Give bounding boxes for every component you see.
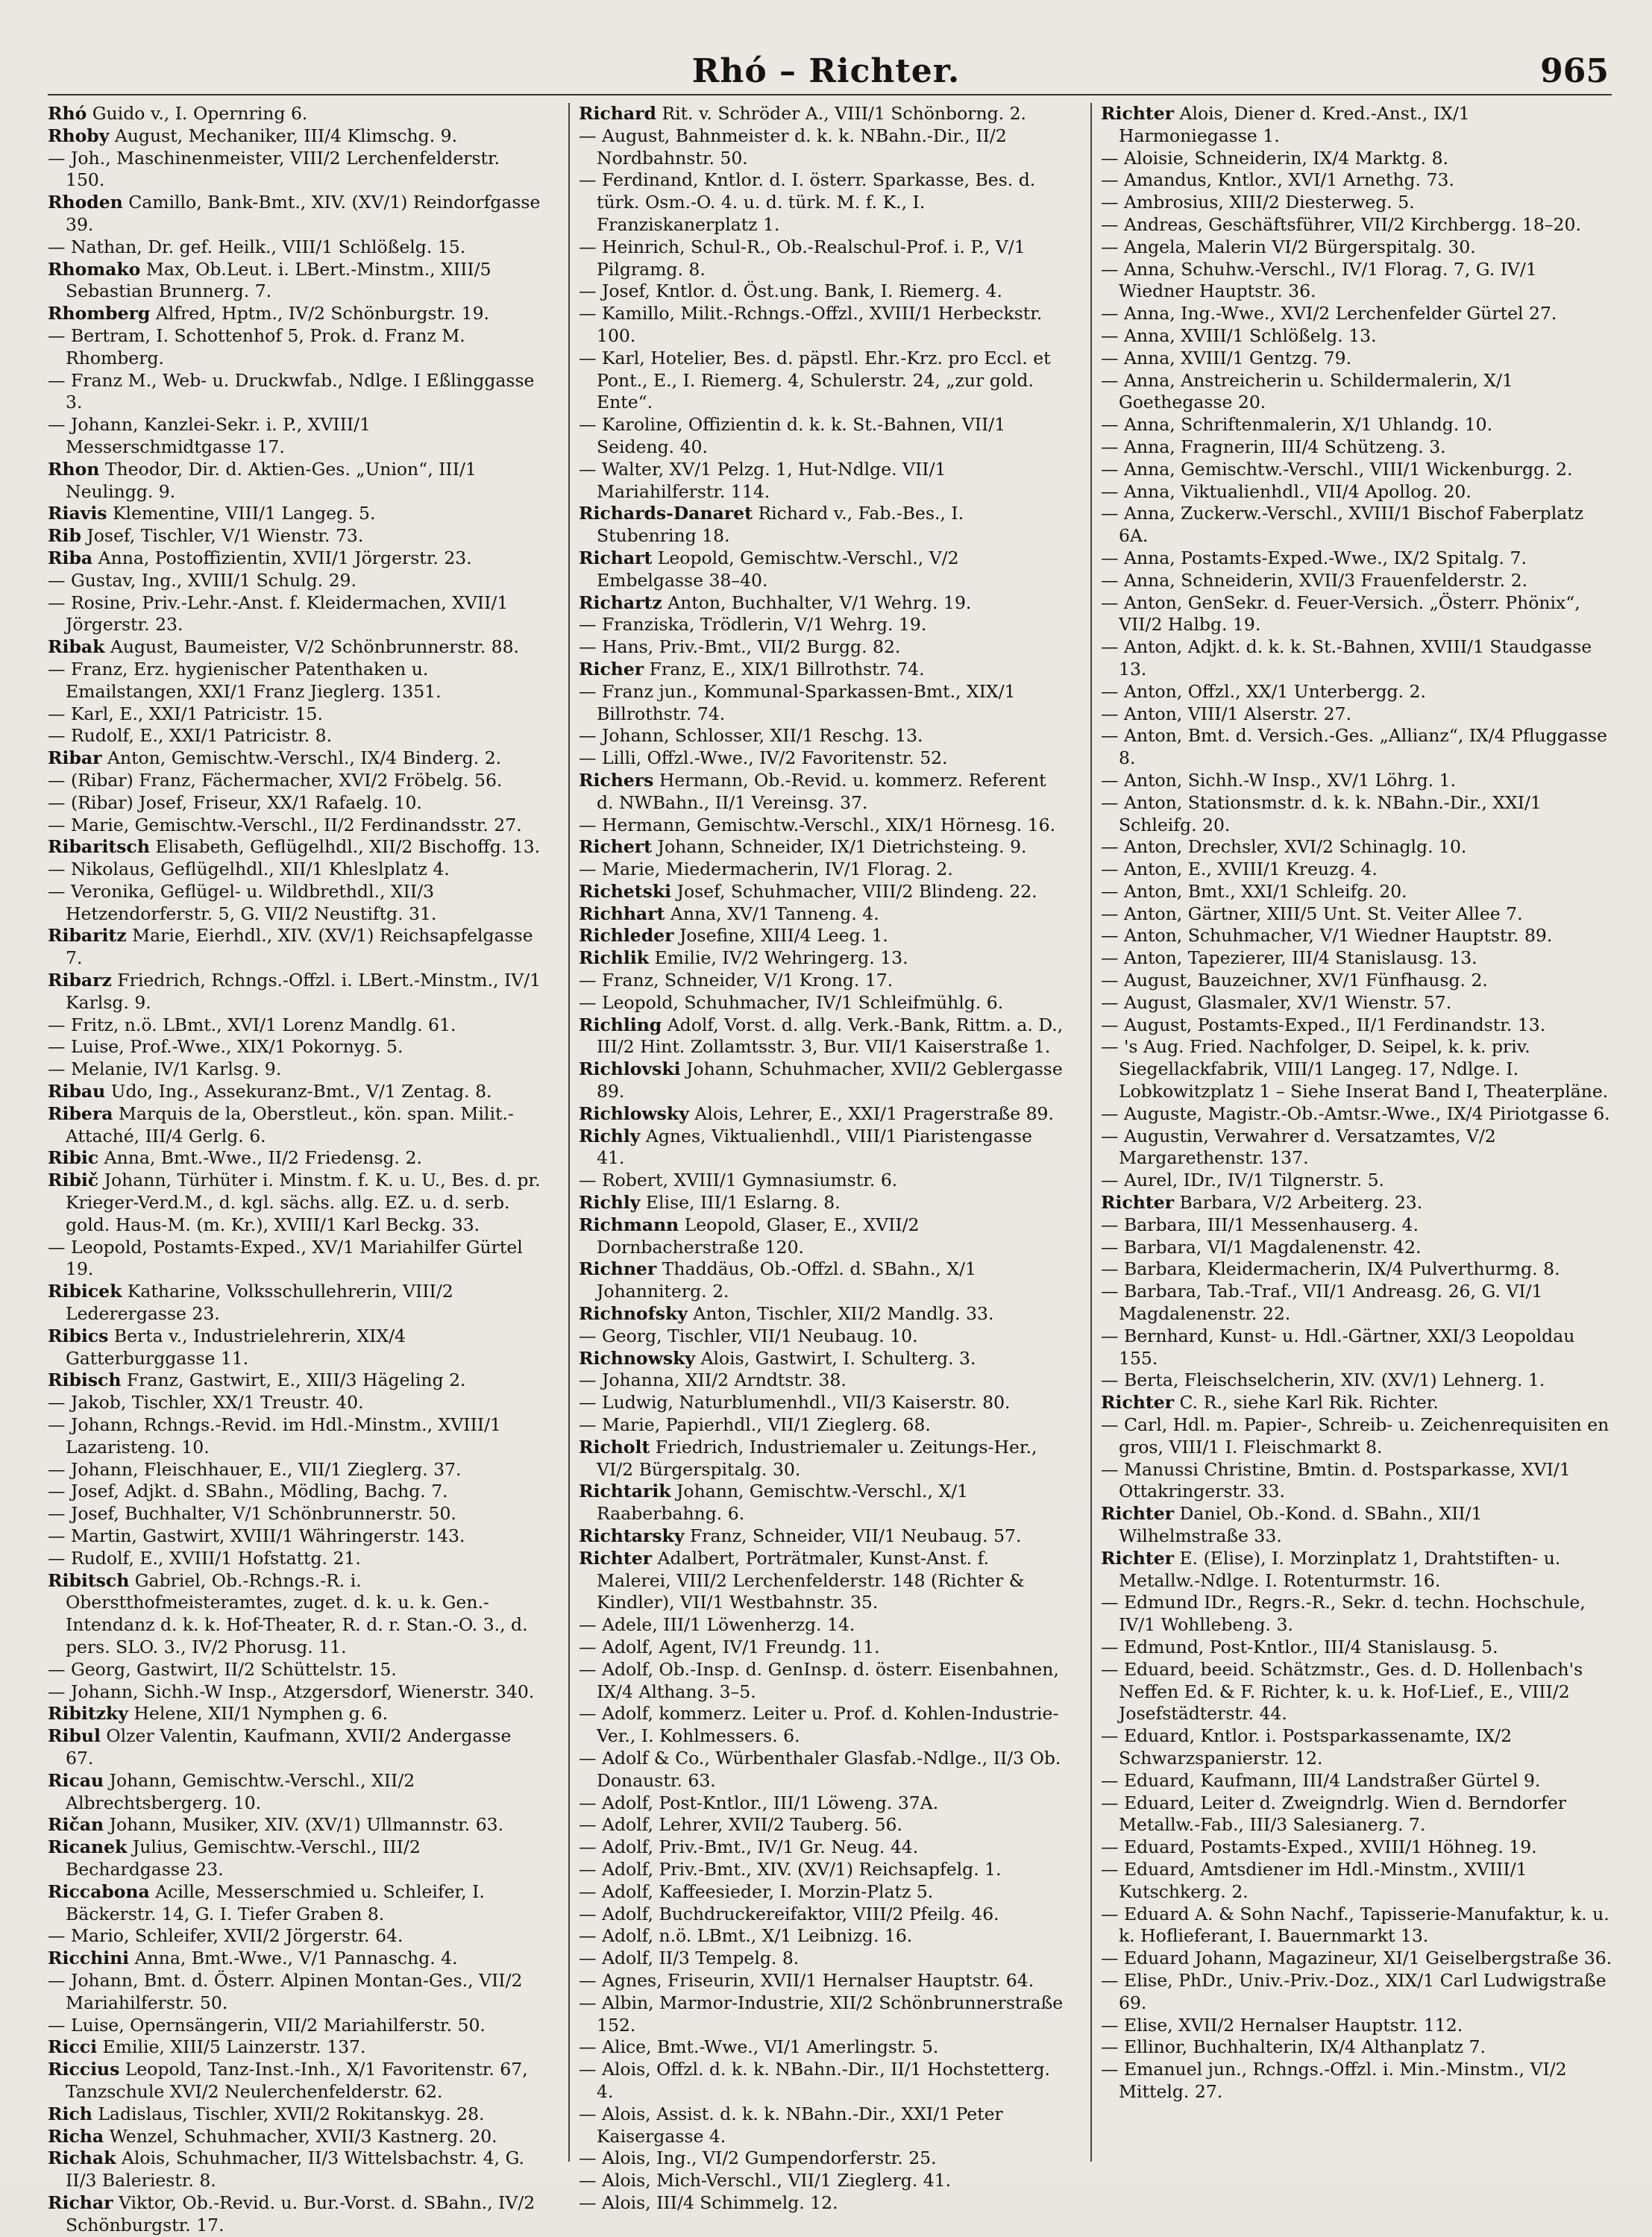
- directory-entry: — Alois, Assist. d. k. k. NBahn.-Dir., XXI/1 Peter Kaisergasse 4.: [579, 2103, 1003, 2147]
- directory-entry: — Barbara, Kleidermacherin, IX/4 Pulverthurmg. 8.: [1101, 1258, 1560, 1280]
- directory-entry: — Jakob, Tischler, XX/1 Treustr. 40.: [48, 1392, 364, 1414]
- header-rule: [48, 94, 1612, 95]
- directory-entry: — Aloisie, Schneiderin, IX/4 Marktg. 8.: [1101, 147, 1449, 169]
- directory-entry: Rhomberg Alfred, Hptm., IV/2 Schönburgstr. 19.: [48, 303, 490, 324]
- directory-entry: — August, Postamts-Exped., II/1 Ferdinandstr. 13.: [1101, 1014, 1546, 1035]
- directory-entry: Richolt Friedrich, Industriemaler u. Zeitungs-Her., VI/2 Bürgerspitalg. 30.: [579, 1436, 1037, 1480]
- directory-entry: — Mario, Schleifer, XVII/2 Jörgerstr. 64.: [48, 1925, 403, 1947]
- directory-entry: — Albin, Marmor-Industrie, XII/2 Schönbrunnerstraße 152.: [579, 1992, 1064, 2036]
- directory-entry: — Kamillo, Milit.-Rchngs.-Offzl., XVIII/1 Herbeckstr. 100.: [579, 303, 1043, 346]
- directory-entry: — Franz, Schneider, V/1 Krong. 17.: [579, 970, 893, 991]
- directory-entry: — Aurel, IDr., IV/1 Tilgnerstr. 5.: [1101, 1170, 1384, 1191]
- directory-entry: — Georg, Tischler, VII/1 Neubaug. 10.: [579, 1325, 918, 1346]
- directory-entry: — Anna, Zuckerw.-Verschl., XVIII/1 Bischof Faberplatz 6A.: [1101, 503, 1584, 547]
- directory-entry: — Anna, XVIII/1 Schlößelg. 13.: [1101, 324, 1377, 346]
- directory-entry: — Anna, Schneiderin, XVII/3 Frauenfelderstr. 2.: [1101, 569, 1528, 591]
- directory-entry: Richleder Josefine, XIII/4 Leeg. 1.: [579, 925, 888, 947]
- directory-entry: — Franz M., Web- u. Druckwfab., Ndlge. I Eßlinggasse 3.: [48, 369, 535, 413]
- directory-entry: — Melanie, IV/1 Karlsg. 9.: [48, 1058, 282, 1080]
- directory-entry: — Anton, GenSekr. d. Feuer-Versich. „Österr. Phönix“, VII/2 Halbg. 19.: [1101, 592, 1580, 636]
- directory-entry: Riccius Leopold, Tanz-Inst.-Inh., X/1 Favoritenstr. 67, Tanzschule XVI/2 Neulerchenfelderstr. 62.: [48, 2059, 528, 2102]
- directory-entry: Rib Josef, Tischler, V/1 Wienstr. 73.: [48, 525, 364, 547]
- directory-entry: Rhó Guido v., I. Opernring 6.: [48, 103, 308, 124]
- directory-entry: — Georg, Gastwirt, II/2 Schüttelstr. 15.: [48, 1658, 397, 1680]
- directory-entry: Rhoby August, Mechaniker, III/4 Klimschg. 9.: [48, 125, 458, 146]
- directory-entry: — Ellinor, Buchhalterin, IX/4 Althanplatz 7.: [1101, 2036, 1486, 2058]
- directory-entry: — Ferdinand, Kntlor. d. I. österr. Sparkasse, Bes. d. türk. Osm.-O. 4. u. d. türk. M. f. K., I. Franziskanerplatz 1.: [579, 169, 1036, 235]
- directory-entry: Rhoden Camillo, Bank-Bmt., XIV. (XV/1) Reindorfgasse 39.: [48, 192, 541, 235]
- directory-entry: — Adolf, Kaffeesieder, I. Morzin-Platz 5.: [579, 1880, 934, 1902]
- directory-entry: — Adolf & Co., Würbenthaler Glasfab.-Ndlge., II/3 Ob. Donaustr. 63.: [579, 1747, 1061, 1791]
- directory-entry: — Adolf, Priv.-Bmt., IV/1 Gr. Neug. 44.: [579, 1836, 919, 1858]
- directory-entry: — Anton, Adjkt. d. k. k. St.-Bahnen, XVIII/1 Staudgasse 13.: [1101, 636, 1592, 680]
- directory-entry: — Robert, XVIII/1 Gymnasiumstr. 6.: [579, 1170, 898, 1191]
- directory-entry: Richlowsky Alois, Lehrer, E., XXI/1 Pragerstraße 89.: [579, 1102, 1054, 1124]
- directory-entry: — Carl, Hdl. m. Papier-, Schreib- u. Zeichenrequisiten en gros, VIII/1 I. Fleischmarkt 8.: [1101, 1414, 1609, 1458]
- directory-entry: — Barbara, VI/1 Magdalenenstr. 42.: [1101, 1236, 1422, 1258]
- directory-entry: Rhon Theodor, Dir. d. Aktien-Ges. „Union“, III/1 Neulingg. 9.: [48, 458, 477, 502]
- directory-entry: — Marie, Miedermacherin, IV/1 Florag. 2.: [579, 859, 953, 880]
- directory-entry: Richter C. R., siehe Karl Rik. Richter.: [1101, 1392, 1439, 1414]
- directory-entry: — Franz, Erz. hygienischer Patenthaken u. Emailstangen, XXI/1 Franz Jieglerg. 1351.: [48, 658, 442, 702]
- directory-entry: — Hermann, Gemischtw.-Verschl., XIX/1 Hörnesg. 16.: [579, 814, 1056, 835]
- directory-entry: — Johann, Sichh.-W Insp., Atzgersdorf, Wienerstr. 340.: [48, 1681, 535, 1702]
- directory-entry: Riba Anna, Postoffizientin, XVII/1 Jörgerstr. 23.: [48, 547, 472, 568]
- directory-entry: Richnowsky Alois, Gastwirt, I. Schulterg. 3.: [579, 1347, 976, 1369]
- directory-entry: Ribul Olzer Valentin, Kaufmann, XVII/2 Andergasse 67.: [48, 1725, 512, 1769]
- directory-entry: — Heinrich, Schul-R., Ob.-Realschul-Prof. i. P., V/1 Pilgramg. 8.: [579, 236, 1026, 280]
- directory-entry: — Anton, Sichh.-W Insp., XV/1 Löhrg. 1.: [1101, 769, 1457, 791]
- page-number: 965: [1540, 52, 1609, 90]
- directory-entry: — Johann, Rchngs.-Revid. im Hdl.-Minstm., XVIII/1 Lazaristeng. 10.: [48, 1414, 501, 1458]
- directory-entry: — Leopold, Schuhmacher, IV/1 Schleifmühlg. 6.: [579, 991, 1004, 1013]
- directory-entry: — Edmund, Post-Kntlor., III/4 Stanislausg. 5.: [1101, 1636, 1498, 1657]
- directory-entry: — Josef, Kntlor. d. Öst.ung. Bank, I. Riemerg. 4.: [579, 280, 1002, 302]
- directory-entry: — 's Aug. Fried. Nachfolger, D. Seipel, k. k. priv. Siegellackfabrik, VIII/1 Langeg. 17, Ndlge. I. Lobkowitzplatz 1 – Siehe Inserat Band I, Theaterpläne.: [1101, 1036, 1609, 1102]
- directory-entry: — Eduard, Leiter d. Zweigndrlg. Wien d. Berndorfer Metallw.-Fab., III/3 Salesianerg. 7.: [1101, 1792, 1566, 1836]
- directory-entry: Richar Viktor, Ob.-Revid. u. Bur.-Vorst. d. SBahn., IV/2 Schönburgstr. 17.: [48, 2191, 536, 2236]
- directory-entry: — Anton, Drechsler, XVI/2 Schinaglg. 10.: [1101, 836, 1467, 858]
- directory-entry: — Barbara, III/1 Messenhauserg. 4.: [1101, 1214, 1419, 1235]
- directory-entry: — Nikolaus, Geflügelhdl., XII/1 Khleslplatz 4.: [48, 859, 450, 880]
- directory-entry: — (Ribar) Franz, Fächermacher, XVI/2 Fröbelg. 56.: [48, 769, 503, 791]
- directory-entry: Richly Agnes, Viktualienhdl., VIII/1 Piaristengasse 41.: [579, 1125, 1032, 1169]
- directory-entry: Ribak August, Baumeister, V/2 Schönbrunnerstr. 88.: [48, 636, 520, 658]
- directory-entry: Richter E. (Elise), I. Morzinplatz 1, Drahtstiften- u. Metallw.-Ndlge. I. Rotenturmstr. 16.: [1101, 1547, 1561, 1591]
- directory-entry: — Anna, Postamts-Exped.-Wwe., IX/2 Spitalg. 7.: [1101, 547, 1527, 568]
- directory-entry: — Anna, Anstreicherin u. Schildermalerin, X/1 Goethegasse 20.: [1101, 369, 1513, 413]
- directory-entry: — Karl, E., XXI/1 Patricistr. 15.: [48, 703, 323, 724]
- directory-entry: — Eduard, Postamts-Exped., XVIII/1 Höhneg. 19.: [1101, 1836, 1537, 1858]
- directory-entry: — Anton, Gärtner, XIII/5 Unt. St. Veiter Allee 7.: [1101, 903, 1523, 924]
- directory-entry: — Franziska, Trödlerin, V/1 Wehrg. 19.: [579, 614, 927, 636]
- directory-entry: — Luise, Prof.-Wwe., XIX/1 Pokornyg. 5.: [48, 1036, 403, 1058]
- directory-entry: Richa Wenzel, Schuhmacher, XVII/3 Kastnerg. 20.: [48, 2125, 497, 2147]
- directory-entry: — Karoline, Offizientin d. k. k. St.-Bahnen, VII/1 Seideng. 40.: [579, 414, 1006, 457]
- directory-entry: Ribar Anton, Gemischtw.-Verschl., IX/4 Binderg. 2.: [48, 747, 502, 769]
- directory-entry: Richards-Danaret Richard v., Fab.-Bes., I. Stubenring 18.: [579, 503, 964, 547]
- directory-entry: — Amandus, Kntlor., XVI/1 Arnethg. 73.: [1101, 169, 1454, 191]
- directory-entry: Rhomako Max, Ob.Leut. i. LBert.-Minstm., XIII/5 Sebastian Brunnerg. 7.: [48, 258, 491, 302]
- directory-entry: Richart Leopold, Gemischtw.-Verschl., V/2 Embelgasse 38–40.: [579, 547, 959, 591]
- directory-entry: — Eduard, Amtsdiener im Hdl.-Minstm., XVIII/1 Kutschkerg. 2.: [1101, 1858, 1527, 1902]
- directory-entry: Ričan Johann, Musiker, XIV. (XV/1) Ullmannstr. 63.: [48, 1814, 504, 1836]
- directory-entry: — Adele, III/1 Löwenherzg. 14.: [579, 1614, 855, 1636]
- directory-entry: — Adolf, Ob.-Insp. d. GenInsp. d. österr. Eisenbahnen, IX/4 Althang. 3–5.: [579, 1658, 1059, 1702]
- directory-entry: — Manussi Christine, Bmtin. d. Postsparkasse, XVI/1 Ottakringerstr. 33.: [1101, 1458, 1571, 1502]
- directory-entry: Ricci Emilie, XIII/5 Lainzerstr. 137.: [48, 2036, 366, 2058]
- directory-entry: — Johann, Fleischhauer, E., VII/1 Zieglerg. 37.: [48, 1458, 462, 1480]
- directory-entry: — Martin, Gastwirt, XVIII/1 Währingerstr. 143.: [48, 1525, 465, 1546]
- directory-entry: — Anton, Offzl., XX/1 Unterbergg. 2.: [1101, 680, 1426, 702]
- directory-entry: — Anna, Schuhw.-Verschl., IV/1 Florag. 7, G. IV/1 Wiedner Hauptstr. 36.: [1101, 258, 1537, 302]
- directory-entry: Richnofsky Anton, Tischler, XII/2 Mandlg. 33.: [579, 1303, 994, 1325]
- page-title: Rhó – Richter.: [691, 52, 961, 90]
- directory-entry: Richhart Anna, XV/1 Tanneng. 4.: [579, 903, 879, 924]
- directory-entry: — Bertram, I. Schottenhof 5, Prok. d. Franz M. Rhomberg.: [48, 324, 465, 368]
- directory-entry: — Eduard, Kntlor. i. Postsparkassenamte, IX/2 Schwarzspanierstr. 12.: [1101, 1725, 1513, 1769]
- directory-entry: — Gustav, Ing., XVIII/1 Schulg. 29.: [48, 569, 357, 591]
- directory-entry: — Anton, VIII/1 Alserstr. 27.: [1101, 703, 1352, 724]
- directory-entry: Ricanek Julius, Gemischtw.-Verschl., III/2 Bechardgasse 23.: [48, 1836, 421, 1880]
- directory-entry: Richter Adalbert, Porträtmaler, Kunst-Anst. f. Malerei, VIII/2 Lerchenfelderstr. 148 (Richter & Kindler), VII/1 Westbahnstr. 35.: [579, 1547, 1025, 1613]
- directory-entry: Ricau Johann, Gemischtw.-Verschl., XII/2 Albrechtsbergerg. 10.: [48, 1769, 415, 1813]
- directory-entry: Riccabona Acille, Messerschmied u. Schleifer, I. Bäckerstr. 14, G. I. Tiefer Graben 8.: [48, 1880, 485, 1924]
- directory-entry: — Adolf, II/3 Tempelg. 8.: [579, 1948, 800, 1969]
- directory-entry: — Anton, Tapezierer, III/4 Stanislausg. 13.: [1101, 947, 1477, 969]
- directory-entry: Ribič Johann, Türhüter i. Minstm. f. K. u. U., Bes. d. pr. Krieger-Verd.M., d. kgl. sächs. allg. EZ. u. d. serb. gold. Haus-M. (m. Kr.), XVIII/1 Karl Beckg. 33.: [48, 1170, 541, 1235]
- directory-entry: — Rudolf, E., XVIII/1 Hofstattg. 21.: [48, 1547, 361, 1569]
- directory-entry: — Adolf, Priv.-Bmt., XIV. (XV/1) Reichsapfelg. 1.: [579, 1858, 1002, 1880]
- column-3: [1090, 103, 1613, 2162]
- directory-entry: — Leopold, Postamts-Exped., XV/1 Mariahilfer Gürtel 19.: [48, 1236, 523, 1280]
- directory-entry: — Karl, Hotelier, Bes. d. päpstl. Ehr.-Krz. pro Eccl. et Pont., E., I. Riemerg. 4, Schulerstr. 24, „zur gold. Ente“.: [579, 347, 1051, 413]
- directory-entry: — Marie, Papierhdl., VII/1 Zieglerg. 68.: [579, 1414, 931, 1436]
- directory-entry: Richers Hermann, Ob.-Revid. u. kommerz. Referent d. NWBahn., II/1 Vereinsg. 37.: [579, 769, 1046, 813]
- directory-entry: — Nathan, Dr. gef. Heilk., VIII/1 Schlößelg. 15.: [48, 236, 466, 257]
- directory-entry: — Edmund IDr., Regrs.-R., Sekr. d. techn. Hochschule, IV/1 Wohllebeng. 3.: [1101, 1592, 1586, 1636]
- directory-entry: Ribisch Franz, Gastwirt, E., XIII/3 Hägeling 2.: [48, 1370, 466, 1391]
- directory-entry: — Johann, Kanzlei-Sekr. i. P., XVIII/1 Messerschmidtgasse 17.: [48, 414, 371, 457]
- directory-entry: Richlovski Johann, Schuhmacher, XVII/2 Geblergasse 89.: [579, 1058, 1063, 1102]
- directory-entry: — Johann, Bmt. d. Österr. Alpinen Montan-Ges., VII/2 Mariahilferstr. 50.: [48, 1969, 523, 2013]
- directory-entry: — Adolf, Agent, IV/1 Freundg. 11.: [579, 1636, 880, 1657]
- directory-entry: Ricchini Anna, Bmt.-Wwe., V/1 Pannaschg. 4.: [48, 1948, 458, 1969]
- directory-entry: — Josef, Buchhalter, V/1 Schönbrunnerstr. 50.: [48, 1503, 456, 1525]
- directory-entry: — Anna, Schriftenmalerin, X/1 Uhlandg. 10.: [1101, 414, 1493, 436]
- directory-entry: Richert Johann, Schneider, IX/1 Dietrichsteing. 9.: [579, 836, 1027, 858]
- directory-entry: Richer Franz, E., XIX/1 Billrothstr. 74.: [579, 658, 925, 680]
- directory-entry: — Ambrosius, XIII/2 Diesterweg. 5.: [1101, 192, 1415, 213]
- directory-entry: Riavis Klementine, VIII/1 Langeg. 5.: [48, 503, 376, 524]
- directory-entry: — Augustin, Verwahrer d. Versatzamtes, V/2 Margarethenstr. 137.: [1101, 1125, 1496, 1169]
- directory-entry: Richlik Emilie, IV/2 Wehringerg. 13.: [579, 947, 908, 969]
- directory-entry: — August, Glasmaler, XV/1 Wienstr. 57.: [1101, 991, 1452, 1013]
- directory-entry: Richartz Anton, Buchhalter, V/1 Wehrg. 19.: [579, 592, 972, 613]
- directory-entry: — August, Bauzeichner, XV/1 Fünfhausg. 2.: [1101, 970, 1488, 991]
- directory-entry: — Josef, Adjkt. d. SBahn., Mödling, Bachg. 7.: [48, 1481, 448, 1502]
- directory-entry: — Ludwig, Naturblumenhdl., VII/3 Kaiserstr. 80.: [579, 1392, 1011, 1414]
- directory-entry: — Anna, Fragnerin, III/4 Schützeng. 3.: [1101, 436, 1446, 457]
- directory-entry: — Adolf, Lehrer, XVII/2 Tauberg. 56.: [579, 1814, 902, 1836]
- directory-entry: — Adolf, n.ö. LBmt., X/1 Leibnizg. 16.: [579, 1925, 913, 1947]
- directory-entry: — Elise, XVII/2 Hernalser Hauptstr. 112.: [1101, 2014, 1463, 2036]
- directory-entry: Rich Ladislaus, Tischler, XVII/2 Rokitanskyg. 28.: [48, 2103, 485, 2124]
- directory-entry: — Berta, Fleischselcherin, XIV. (XV/1) Lehnerg. 1.: [1101, 1370, 1545, 1391]
- directory-entry: — Anton, Stationsmstr. d. k. k. NBahn.-Dir., XXI/1 Schleifg. 20.: [1101, 791, 1542, 835]
- directory-entry: — Bernhard, Kunst- u. Hdl.-Gärtner, XXI/3 Leopoldau 155.: [1101, 1325, 1575, 1369]
- directory-entry: Ribitsch Gabriel, Ob.-Rchngs.-R. i. Oberstthofmeisteramtes, zuget. d. k. u. k. Gen.-Intendanz d. k. k. Hof-Theater, R. d. r. Stan.-O. 3., d. pers. SLO. 3., IV/2 Phorusg. 11.: [48, 1569, 528, 1657]
- directory-entry: Richak Alois, Schuhmacher, II/3 Wittelsbachstr. 4, G. II/3 Baleriestr. 8.: [48, 2147, 525, 2191]
- directory-entry: — Adolf, kommerz. Leiter u. Prof. d. Kohlen-Industrie-Ver., I. Kohlmessers. 6.: [579, 1703, 1059, 1747]
- directory-entry: — (Ribar) Josef, Friseur, XX/1 Rafaelg. 10.: [48, 791, 422, 813]
- directory-entry: — Adolf, Buchdruckereifaktor, VIII/2 Pfeilg. 46.: [579, 1903, 999, 1924]
- column-2: [568, 103, 1065, 2213]
- directory-entry: — Veronika, Geflügel- u. Wildbrethdl., XII/3 Hetzendorferstr. 5, G. VII/2 Neustiftg. 31.: [48, 880, 437, 924]
- directory-entry: Ribarz Friedrich, Rchngs.-Offzl. i. LBert.-Minstm., IV/1 Karlsg. 9.: [48, 970, 541, 1013]
- directory-entry: — Auguste, Magistr.-Ob.-Amtsr.-Wwe., IX/4 Piriotgasse 6.: [1101, 1102, 1610, 1124]
- directory-entry: Richard Rit. v. Schröder A., VIII/1 Schönborng. 2.: [579, 103, 1027, 124]
- column-1: [48, 103, 543, 2236]
- directory-entry: Richtarik Johann, Gemischtw.-Verschl., X/1 Raaberbahng. 6.: [579, 1481, 969, 1525]
- directory-entry: — Hans, Priv.-Bmt., VII/2 Burgg. 82.: [579, 636, 901, 658]
- directory-entry: — Marie, Gemischtw.-Verschl., II/2 Ferdinandsstr. 27.: [48, 814, 522, 835]
- directory-entry: — Barbara, Tab.-Traf., VII/1 Andreasg. 26, G. VI/1 Magdalenenstr. 22.: [1101, 1281, 1543, 1325]
- directory-entry: — Rosine, Priv.-Lehr.-Anst. f. Kleidermachen, XVII/1 Jörgerstr. 23.: [48, 592, 509, 636]
- directory-entry: Richter Barbara, V/2 Arbeiterg. 23.: [1101, 1192, 1423, 1214]
- directory-entry: — Johanna, XII/2 Arndtstr. 38.: [579, 1370, 847, 1391]
- directory-entry: — Rudolf, E., XXI/1 Patricistr. 8.: [48, 725, 333, 747]
- directory-entry: Richmann Leopold, Glaser, E., XVII/2 Dornbacherstraße 120.: [579, 1214, 920, 1258]
- directory-entry: Ribics Berta v., Industrielehrerin, XIX/4 Gatterburggasse 11.: [48, 1325, 406, 1369]
- directory-entry: — Eduard Johann, Magazineur, XI/1 Geiselbergstraße 36.: [1101, 1948, 1612, 1969]
- directory-entry: Richter Daniel, Ob.-Kond. d. SBahn., XII/1 Wilhelmstraße 33.: [1101, 1503, 1483, 1546]
- directory-entry: — Johann, Schlosser, XII/1 Reschg. 13.: [579, 725, 923, 747]
- directory-entry: — Alois, Mich-Verschl., VII/1 Zieglerg. 41.: [579, 2170, 952, 2191]
- directory-entry: — Angela, Malerin VI/2 Bürgerspitalg. 30.: [1101, 236, 1476, 257]
- directory-entry: — Lilli, Offzl.-Wwe., IV/2 Favoritenstr. 52.: [579, 747, 948, 769]
- directory-entry: — Adolf, Post-Kntlor., III/1 Löweng. 37A.: [579, 1792, 939, 1813]
- directory-entry: Ribera Marquis de la, Oberstleut., kön. span. Milit.-Attaché, III/4 Gerlg. 6.: [48, 1102, 514, 1146]
- directory-entry: Ribic Anna, Bmt.-Wwe., II/2 Friedensg. 2.: [48, 1147, 422, 1169]
- directory-entry: Richner Thaddäus, Ob.-Offzl. d. SBahn., X/1 Johanniterg. 2.: [579, 1258, 976, 1302]
- directory-entry: — Eduard A. & Sohn Nachf., Tapisserie-Manufaktur, k. u. k. Hoflieferant, I. Bauernmarkt 13.: [1101, 1903, 1609, 1947]
- directory-entry: Ribaritsch Elisabeth, Geflügelhdl., XII/2 Bischoffg. 13.: [48, 836, 541, 858]
- directory-entry: Richly Elise, III/1 Eslarng. 8.: [579, 1192, 841, 1214]
- directory-entry: — Eduard, Kaufmann, III/4 Landstraßer Gürtel 9.: [1101, 1769, 1541, 1791]
- directory-entry: Richetski Josef, Schuhmacher, VIII/2 Blindeng. 22.: [579, 880, 1037, 902]
- directory-entry: Richling Adolf, Vorst. d. allg. Verk.-Bank, Rittm. a. D., III/2 Hint. Zollamtsstr. 3, Bur. VII/1 Kaiserstraße 1.: [579, 1014, 1064, 1058]
- directory-entry: Richter Alois, Diener d. Kred.-Anst., IX/1 Harmoniegasse 1.: [1101, 103, 1470, 146]
- directory-entry: — Anton, Bmt., XXI/1 Schleifg. 20.: [1101, 880, 1407, 902]
- directory-entry: — Franz jun., Kommunal-Sparkassen-Bmt., XIX/1 Billrothstr. 74.: [579, 680, 1016, 724]
- directory-entry: — Joh., Maschinenmeister, VIII/2 Lerchenfelderstr. 150.: [48, 147, 500, 191]
- directory-entry: — Anna, Gemischtw.-Verschl., VIII/1 Wickenburgg. 2.: [1101, 458, 1573, 480]
- directory-entry: — Elise, PhDr., Univ.-Priv.-Doz., XIX/1 Carl Ludwigstraße 69.: [1101, 1969, 1607, 2013]
- directory-entry: Ribaritz Marie, Eierhdl., XIV. (XV/1) Reichsapfelgasse 7.: [48, 925, 533, 969]
- directory-entry: — Andreas, Geschäftsführer, VII/2 Kirchbergg. 18–20.: [1101, 213, 1581, 235]
- directory-entry: — Anna, Ing.-Wwe., XVI/2 Lerchenfelder Gürtel 27.: [1101, 303, 1557, 324]
- directory-entry: — Alois, III/4 Schimmelg. 12.: [579, 2191, 838, 2213]
- page-header: [0, 52, 1652, 104]
- directory-entry: — August, Bahnmeister d. k. k. NBahn.-Dir., II/2 Nordbahnstr. 50.: [579, 125, 1007, 169]
- directory-entry: — Alice, Bmt.-Wwe., VI/1 Amerlingstr. 5.: [579, 2036, 939, 2058]
- directory-entry: — Eduard, beeid. Schätzmstr., Ges. d. D. Hollenbach's Neffen Ed. & F. Richter, k. u. k. Hof-Lief., E., VIII/2 Josefstädterstr. 44.: [1101, 1658, 1583, 1725]
- directory-entry: — Alois, Ing., VI/2 Gumpendorferstr. 25.: [579, 2147, 937, 2169]
- directory-entry: — Agnes, Friseurin, XVII/1 Hernalser Hauptstr. 64.: [579, 1969, 1034, 1991]
- directory-entry: — Anna, XVIII/1 Gentzg. 79.: [1101, 347, 1352, 368]
- directory-columns: [48, 103, 1612, 2236]
- directory-entry: — Emanuel jun., Rchngs.-Offzl. i. Min.-Minstm., VI/2 Mittelg. 27.: [1101, 2059, 1567, 2102]
- directory-entry: — Anna, Viktualienhdl., VII/4 Apollog. 20.: [1101, 480, 1472, 502]
- directory-entry: — Anton, Schuhmacher, V/1 Wiedner Hauptstr. 89.: [1101, 925, 1553, 947]
- directory-entry: Ribitzky Helene, XII/1 Nymphen g. 6.: [48, 1703, 389, 1725]
- directory-entry: — Luise, Opernsängerin, VII/2 Mariahilferstr. 50.: [48, 2014, 486, 2036]
- directory-entry: Richtarsky Franz, Schneider, VII/1 Neubaug. 57.: [579, 1525, 1022, 1546]
- directory-entry: Ribau Udo, Ing., Assekuranz-Bmt., V/1 Zentag. 8.: [48, 1081, 492, 1102]
- directory-entry: — Alois, Offzl. d. k. k. NBahn.-Dir., II/1 Hochstetterg. 4.: [579, 2059, 1050, 2102]
- directory-entry: — Walter, XV/1 Pelzg. 1, Hut-Ndlge. VII/1 Mariahilferstr. 114.: [579, 458, 946, 502]
- directory-entry: — Fritz, n.ö. LBmt., XVI/1 Lorenz Mandlg. 61.: [48, 1014, 456, 1035]
- directory-entry: — Anton, Bmt. d. Versich.-Ges. „Allianz“, IX/4 Pfluggasse 8.: [1101, 725, 1607, 769]
- directory-entry: Ribicek Katharine, Volksschullehrerin, VIII/2 Lederergasse 23.: [48, 1281, 453, 1325]
- directory-entry: — Anton, E., XVIII/1 Kreuzg. 4.: [1101, 859, 1378, 880]
